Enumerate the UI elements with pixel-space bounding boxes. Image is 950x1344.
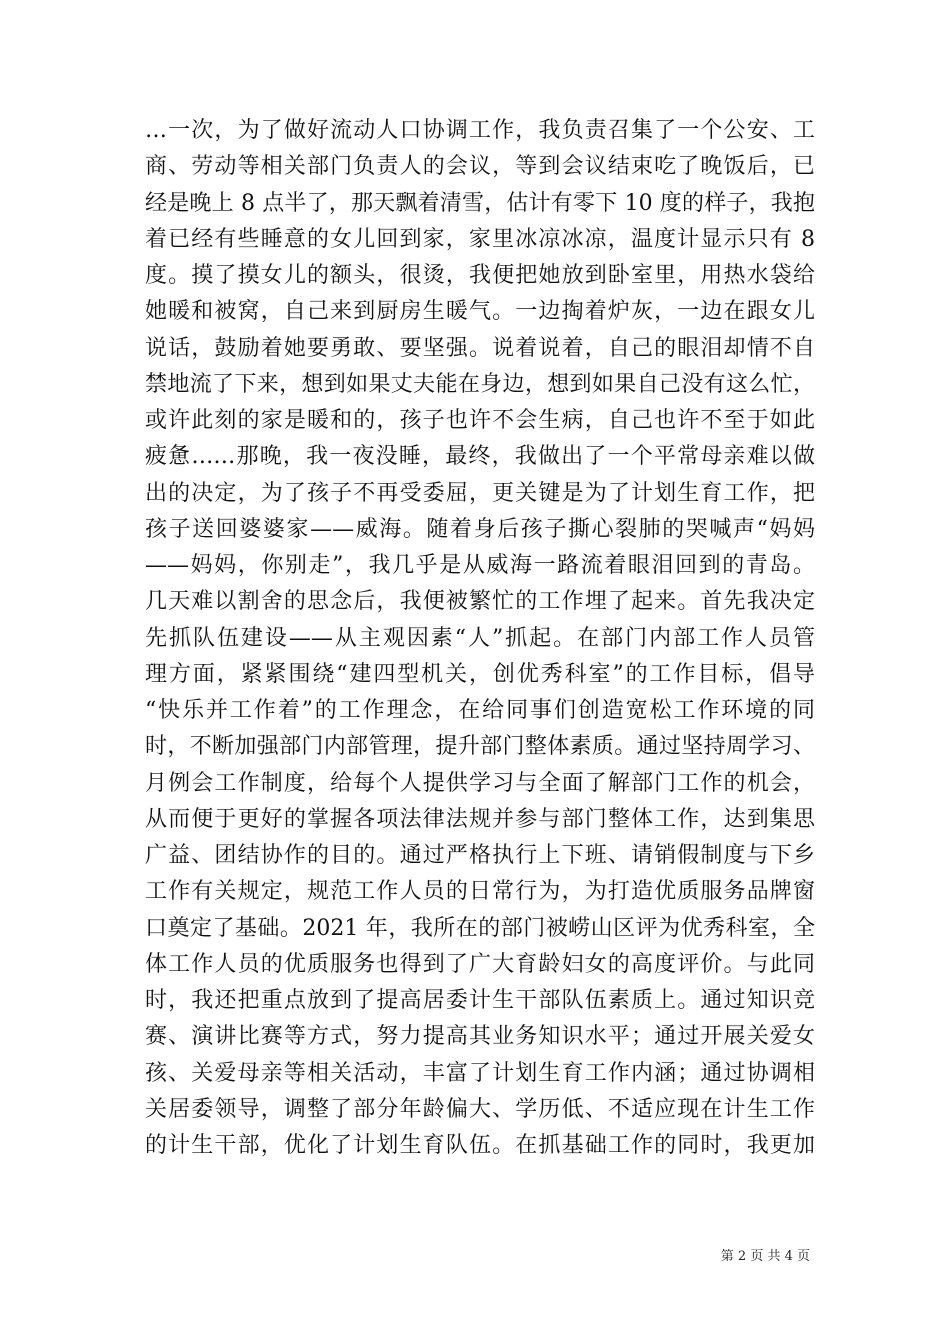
text-line: 从而便于更好的掌握各项法律法规并参与部门整体工作，达到集思 [145, 806, 815, 832]
text-line: 经是晚上 8 点半了，那天飘着清雪，估计有零下 10 度的样子，我抱 [145, 190, 815, 216]
text-line: 孩、关爱母亲等相关活动，丰富了计划生育工作内涵；通过协调相 [145, 1060, 815, 1086]
text-line: 说话，鼓励着她要勇敢、要坚强。说着说着，自己的眼泪却情不自 [145, 335, 815, 361]
text-line: 月例会工作制度，给每个人提供学习与全面了解部门工作的机会， [145, 770, 815, 796]
text-line: 禁地流了下来，想到如果丈夫能在身边，想到如果自己没有这么忙， [145, 371, 815, 397]
text-line: 度。摸了摸女儿的额头，很烫，我便把她放到卧室里，用热水袋给 [145, 263, 815, 288]
page-number: 第 2 页 共 4 页 [720, 1249, 810, 1264]
text-line: 的计生干部，优化了计划生育队伍。在抓基础工作的同时，我更加 [145, 1133, 815, 1158]
text-line: 孩子送回婆婆家——威海。随着身后孩子撕心裂肺的哭喊声“妈妈 [145, 516, 815, 542]
text-line: 几天难以割舍的思念后，我便被繁忙的工作埋了起来。首先我决定 [145, 589, 815, 615]
text-line: 时，不断加强部门内部管理，提升部门整体素质。通过坚持周学习、 [145, 734, 815, 760]
text-line: 体工作人员的优质服务也得到了广大育龄妇女的高度评价。与此同 [145, 951, 815, 977]
text-line: 商、劳动等相关部门负责人的会议，等到会议结束吃了晚饭后，已 [145, 154, 815, 180]
text-line: 口奠定了基础。2021 年，我所在的部门被崂山区评为优秀科室，全 [145, 915, 815, 941]
text-line: …一次，为了做好流动人口协调工作，我负责召集了一个公安、工 [145, 118, 815, 143]
text-line: 赛、演讲比赛等方式，努力提高其业务知识水平；通过开展关爱女 [145, 1024, 815, 1050]
text-line: 理方面，紧紧围绕“建四型机关，创优秀科室”的工作目标，倡导 [145, 661, 815, 687]
text-line: 先抓队伍建设——从主观因素“人”抓起。在部门内部工作人员管 [145, 625, 815, 651]
text-line: 时，我还把重点放到了提高居委计生干部队伍素质上。通过知识竞 [145, 988, 815, 1013]
text-line: 或许此刻的家是暖和的，孩子也许不会生病，自己也许不至于如此 [145, 408, 815, 433]
text-line: 着已经有些睡意的女儿回到家，家里冰凉冰凉，温度计显示只有 8 [145, 226, 815, 252]
body-text [145, 113, 815, 1164]
text-line: 出的决定，为了孩子不再受委屈，更关键是为了计划生育工作，把 [145, 480, 815, 506]
text-line: 关居委领导，调整了部分年龄偏大、学历低、不适应现在计生工作 [145, 1096, 815, 1122]
text-line: 广益、团结协作的目的。通过严格执行上下班、请销假制度与下乡 [145, 843, 815, 868]
text-line: 她暖和被窝，自己来到厨房生暖气。一边掏着炉灰，一边在跟女儿 [145, 299, 815, 325]
text-line: 疲惫……那晚，我一夜没睡，最终，我做出了一个平常母亲难以做 [145, 444, 815, 470]
text-line: 工作有关规定，规范工作人员的日常行为，为打造优质服务品牌窗 [145, 879, 815, 905]
text-line: ——妈妈，你别走”，我几乎是从威海一路流着眼泪回到的青岛。 [145, 553, 815, 578]
text-line: “快乐并工作着”的工作理念，在给同事们创造宽松工作环境的同 [145, 698, 815, 723]
